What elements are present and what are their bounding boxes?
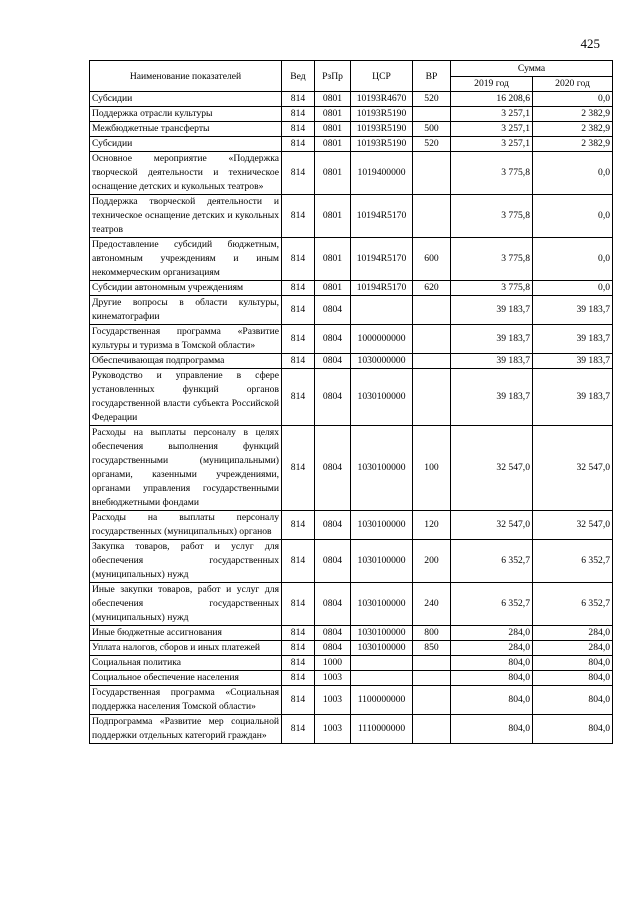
cell-name: Расходы на выплаты персоналу государственных (муниципальных) органов — [90, 511, 282, 540]
header-2019: 2019 год — [451, 76, 533, 92]
cell-name: Субсидии — [90, 92, 282, 107]
cell-csr: 10194R5170 — [351, 238, 413, 281]
cell-y2020: 804,0 — [533, 715, 613, 744]
table-row — [90, 238, 613, 281]
cell-csr: 1030100000 — [351, 511, 413, 540]
cell-csr: 1030100000 — [351, 369, 413, 426]
cell-name: Субсидии — [90, 137, 282, 152]
header-name: Наименование показателей — [90, 61, 282, 92]
cell-y2020: 2 382,9 — [533, 107, 613, 122]
cell-y2020: 0,0 — [533, 195, 613, 238]
cell-y2019: 32 547,0 — [451, 511, 533, 540]
table-row — [90, 626, 613, 641]
cell-y2019: 3 257,1 — [451, 122, 533, 137]
cell-y2019: 3 257,1 — [451, 137, 533, 152]
cell-rzpr: 0801 — [315, 122, 351, 137]
cell-y2020: 39 183,7 — [533, 354, 613, 369]
cell-vr — [413, 325, 451, 354]
cell-vr: 120 — [413, 511, 451, 540]
table-row — [90, 540, 613, 583]
cell-name: Обеспечивающая подпрограмма — [90, 354, 282, 369]
cell-rzpr: 0801 — [315, 152, 351, 195]
cell-name: Основное мероприятие «Поддержка творческой деятельности и техническое оснащение детских и кукольных театров» — [90, 152, 282, 195]
cell-y2019: 6 352,7 — [451, 540, 533, 583]
cell-name: Расходы на выплаты персоналу в целях обеспечения выполнения функций государственными (муниципальными) органами, казенными учреждениями, органами управления государственными внебюджетными фондами — [90, 426, 282, 511]
cell-rzpr: 0801 — [315, 195, 351, 238]
cell-ved: 814 — [282, 641, 315, 656]
header-2020: 2020 год — [533, 76, 613, 92]
header-csr: ЦСР — [351, 61, 413, 92]
cell-y2020: 32 547,0 — [533, 426, 613, 511]
table-body — [90, 92, 613, 744]
cell-y2019: 16 208,6 — [451, 92, 533, 107]
cell-rzpr: 0804 — [315, 296, 351, 325]
cell-y2020: 39 183,7 — [533, 369, 613, 426]
budget-table — [89, 60, 613, 744]
cell-y2019: 32 547,0 — [451, 426, 533, 511]
table-row — [90, 137, 613, 152]
table-row — [90, 354, 613, 369]
cell-y2019: 39 183,7 — [451, 296, 533, 325]
cell-y2019: 804,0 — [451, 671, 533, 686]
cell-y2019: 804,0 — [451, 686, 533, 715]
table-row — [90, 656, 613, 671]
cell-name: Подпрограмма «Развитие мер социальной поддержки отдельных категорий граждан» — [90, 715, 282, 744]
cell-y2019: 804,0 — [451, 715, 533, 744]
cell-rzpr: 0801 — [315, 92, 351, 107]
cell-rzpr: 1003 — [315, 686, 351, 715]
cell-csr: 10193R5190 — [351, 122, 413, 137]
table-row — [90, 715, 613, 744]
cell-name: Уплата налогов, сборов и иных платежей — [90, 641, 282, 656]
cell-y2020: 2 382,9 — [533, 122, 613, 137]
cell-y2019: 3 775,8 — [451, 238, 533, 281]
table-row — [90, 195, 613, 238]
table-row — [90, 369, 613, 426]
cell-y2019: 39 183,7 — [451, 369, 533, 426]
cell-vr: 500 — [413, 122, 451, 137]
cell-y2019: 3 775,8 — [451, 152, 533, 195]
cell-ved: 814 — [282, 626, 315, 641]
table-row — [90, 122, 613, 137]
cell-ved: 814 — [282, 583, 315, 626]
cell-ved: 814 — [282, 426, 315, 511]
cell-name: Субсидии автономным учреждениям — [90, 281, 282, 296]
table-row — [90, 325, 613, 354]
cell-csr: 10193R4670 — [351, 92, 413, 107]
cell-vr — [413, 656, 451, 671]
cell-y2019: 3 775,8 — [451, 195, 533, 238]
cell-csr: 1110000000 — [351, 715, 413, 744]
cell-rzpr: 0804 — [315, 369, 351, 426]
cell-name: Закупка товаров, работ и услуг для обеспечения государственных (муниципальных) нужд — [90, 540, 282, 583]
cell-vr: 520 — [413, 137, 451, 152]
cell-y2020: 39 183,7 — [533, 296, 613, 325]
cell-y2020: 32 547,0 — [533, 511, 613, 540]
cell-y2019: 3 775,8 — [451, 281, 533, 296]
table-row — [90, 107, 613, 122]
cell-name: Межбюджетные трансферты — [90, 122, 282, 137]
cell-ved: 814 — [282, 137, 315, 152]
table-row — [90, 426, 613, 511]
cell-csr — [351, 656, 413, 671]
page-number: 425 — [580, 36, 600, 51]
cell-csr: 1030100000 — [351, 626, 413, 641]
cell-ved: 814 — [282, 686, 315, 715]
cell-y2020: 284,0 — [533, 626, 613, 641]
cell-ved: 814 — [282, 671, 315, 686]
cell-rzpr: 0804 — [315, 511, 351, 540]
cell-ved: 814 — [282, 354, 315, 369]
cell-csr: 1019400000 — [351, 152, 413, 195]
cell-vr — [413, 686, 451, 715]
cell-vr — [413, 107, 451, 122]
cell-y2020: 0,0 — [533, 152, 613, 195]
cell-y2020: 2 382,9 — [533, 137, 613, 152]
cell-y2019: 3 257,1 — [451, 107, 533, 122]
cell-ved: 814 — [282, 540, 315, 583]
cell-ved: 814 — [282, 107, 315, 122]
cell-y2020: 6 352,7 — [533, 540, 613, 583]
cell-name: Предоставление субсидий бюджетным, автономным учреждениям и иным некоммерческим организациям — [90, 238, 282, 281]
cell-y2019: 284,0 — [451, 641, 533, 656]
cell-rzpr: 0804 — [315, 540, 351, 583]
cell-csr: 1030100000 — [351, 426, 413, 511]
header-vr: ВР — [413, 61, 451, 92]
table-row — [90, 92, 613, 107]
table-row — [90, 152, 613, 195]
cell-vr — [413, 715, 451, 744]
cell-y2020: 6 352,7 — [533, 583, 613, 626]
cell-ved: 814 — [282, 122, 315, 137]
cell-rzpr: 0804 — [315, 426, 351, 511]
cell-rzpr: 0804 — [315, 354, 351, 369]
cell-ved: 814 — [282, 369, 315, 426]
cell-y2019: 6 352,7 — [451, 583, 533, 626]
cell-name: Государственная программа «Социальная поддержка населения Томской области» — [90, 686, 282, 715]
cell-ved: 814 — [282, 325, 315, 354]
cell-csr: 1030100000 — [351, 540, 413, 583]
cell-name: Поддержка творческой деятельности и техническое оснащение детских и кукольных театров — [90, 195, 282, 238]
header-sum: Сумма — [451, 61, 613, 77]
cell-rzpr: 0801 — [315, 107, 351, 122]
cell-csr: 1100000000 — [351, 686, 413, 715]
cell-rzpr: 0801 — [315, 137, 351, 152]
cell-rzpr: 0804 — [315, 641, 351, 656]
cell-name: Поддержка отрасли культуры — [90, 107, 282, 122]
cell-rzpr: 0804 — [315, 626, 351, 641]
cell-vr: 620 — [413, 281, 451, 296]
cell-name: Иные закупки товаров, работ и услуг для обеспечения государственных (муниципальных) нужд — [90, 583, 282, 626]
table-row — [90, 511, 613, 540]
cell-y2019: 39 183,7 — [451, 325, 533, 354]
cell-y2019: 39 183,7 — [451, 354, 533, 369]
table-row — [90, 281, 613, 296]
cell-csr: 10194R5170 — [351, 281, 413, 296]
header-rzpr: РзПр — [315, 61, 351, 92]
cell-name: Государственная программа «Развитие культуры и туризма в Томской области» — [90, 325, 282, 354]
cell-csr: 1030100000 — [351, 583, 413, 626]
cell-rzpr: 0801 — [315, 238, 351, 281]
cell-y2020: 284,0 — [533, 641, 613, 656]
cell-ved: 814 — [282, 281, 315, 296]
cell-vr: 850 — [413, 641, 451, 656]
cell-ved: 814 — [282, 238, 315, 281]
cell-csr: 1000000000 — [351, 325, 413, 354]
cell-y2020: 804,0 — [533, 671, 613, 686]
cell-vr — [413, 369, 451, 426]
cell-vr — [413, 671, 451, 686]
cell-y2020: 0,0 — [533, 281, 613, 296]
cell-vr — [413, 195, 451, 238]
cell-vr: 600 — [413, 238, 451, 281]
table-row — [90, 686, 613, 715]
table-row — [90, 671, 613, 686]
cell-csr: 1030000000 — [351, 354, 413, 369]
cell-vr: 240 — [413, 583, 451, 626]
cell-rzpr: 0804 — [315, 583, 351, 626]
cell-vr — [413, 354, 451, 369]
table-row — [90, 641, 613, 656]
table-row — [90, 583, 613, 626]
cell-name: Социальная политика — [90, 656, 282, 671]
cell-y2020: 0,0 — [533, 92, 613, 107]
cell-rzpr: 1003 — [315, 671, 351, 686]
cell-name: Другие вопросы в области культуры, кинематографии — [90, 296, 282, 325]
cell-csr — [351, 296, 413, 325]
cell-y2019: 804,0 — [451, 656, 533, 671]
cell-name: Социальное обеспечение населения — [90, 671, 282, 686]
cell-csr: 10194R5170 — [351, 195, 413, 238]
cell-vr: 520 — [413, 92, 451, 107]
cell-name: Руководство и управление в сфере установленных функций органов государственной власти субъекта Российской Федерации — [90, 369, 282, 426]
cell-y2020: 0,0 — [533, 238, 613, 281]
cell-y2020: 39 183,7 — [533, 325, 613, 354]
cell-vr: 100 — [413, 426, 451, 511]
cell-csr: 10193R5190 — [351, 107, 413, 122]
cell-vr: 800 — [413, 626, 451, 641]
cell-rzpr: 0801 — [315, 281, 351, 296]
table-row — [90, 296, 613, 325]
cell-vr: 200 — [413, 540, 451, 583]
cell-ved: 814 — [282, 511, 315, 540]
cell-vr — [413, 152, 451, 195]
cell-csr: 10193R5190 — [351, 137, 413, 152]
cell-ved: 814 — [282, 715, 315, 744]
header-ved: Вед — [282, 61, 315, 92]
cell-rzpr: 0804 — [315, 325, 351, 354]
cell-y2020: 804,0 — [533, 686, 613, 715]
cell-ved: 814 — [282, 152, 315, 195]
cell-vr — [413, 296, 451, 325]
cell-csr: 1030100000 — [351, 641, 413, 656]
cell-y2019: 284,0 — [451, 626, 533, 641]
cell-ved: 814 — [282, 656, 315, 671]
cell-csr — [351, 671, 413, 686]
cell-ved: 814 — [282, 296, 315, 325]
cell-name: Иные бюджетные ассигнования — [90, 626, 282, 641]
cell-y2020: 804,0 — [533, 656, 613, 671]
cell-rzpr: 1000 — [315, 656, 351, 671]
cell-rzpr: 1003 — [315, 715, 351, 744]
cell-ved: 814 — [282, 195, 315, 238]
cell-ved: 814 — [282, 92, 315, 107]
